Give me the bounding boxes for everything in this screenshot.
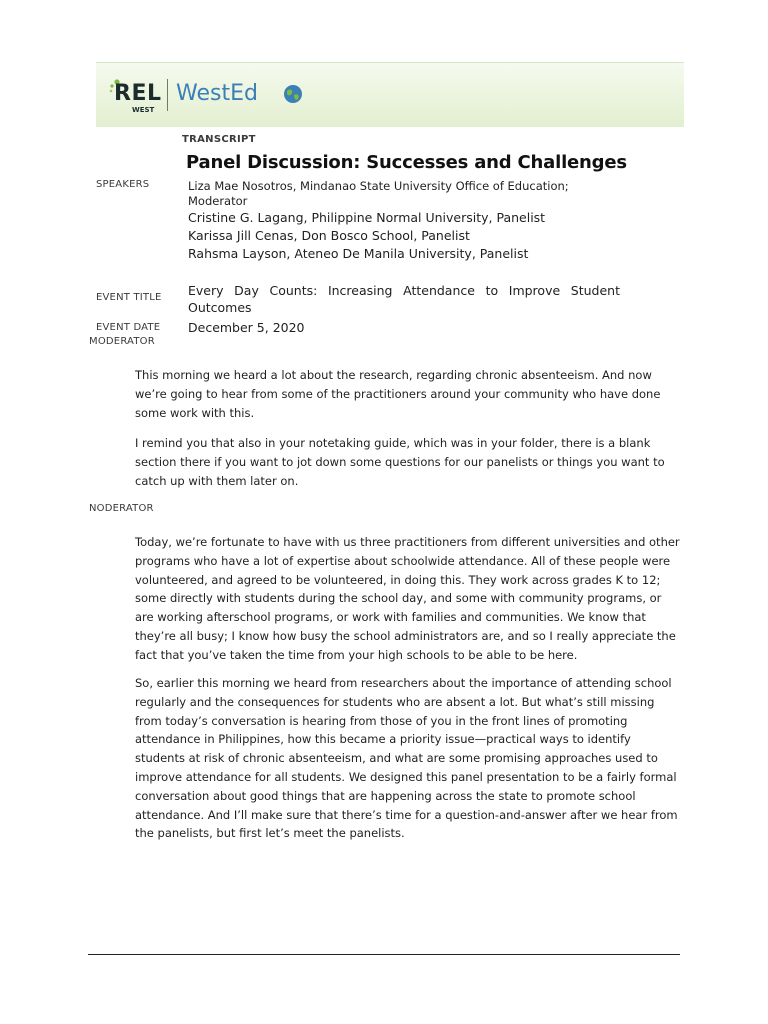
speaker-item: Rahsma Layson, Ateneo De Manila University, Panelist [188,246,529,261]
footer-divider [88,954,680,955]
transcript-paragraph: This morning we heard a lot about the research, regarding chronic absenteeism. And now we’re going to hear from some of the practitioners around your community who have done some work with this. [135,368,661,420]
moderator-label: MODERATOR [89,336,155,347]
wested-logo-text: WestEd [176,81,258,106]
event-title-label: EVENT TITLE [96,292,162,303]
transcript-paragraph: Today, we’re fortunate to have with us three practitioners from different universities and other programs who have a lot of expertise about schoolwide attendance. All of these people were volunteered, and agreed to be volunteered, in doing this. They work across grades K to 12; some directly with students during the school day, and some with community programs, or are working afterschool programs, or work with families and communities. We know that they’re all busy; I know how busy the school administrators are, and so I really appreciate the fact that you’ve taken the time from your high schools to be able to be here. [135,535,680,662]
transcript-paragraph: So, earlier this morning we heard from researchers about the importance of attending school regularly and the consequences for students who are absent a lot. But what’s still missing from today’s conversation is hearing from those of you in the front lines of promoting attendance in Philippines, how this became a priority issue—practical ways to identify students at risk of chronic absenteeism, and what are some promising approaches used to improve attendance for all students. We designed this panel presentation to be a fairly formal conversation about good things that are happening across the state to promote school attendance. And I’ll make sure that there’s time for a question-and-answer after we hear from the panelists, but first let’s meet the panelists. [135,676,678,841]
speakers-label: SPEAKERS [96,179,150,190]
header-banner [96,62,684,127]
transcript-paragraph: I remind you that also in your notetaking guide, which was in your folder, there is a blank section there if you want to jot down some questions for our panelists or things you want to catch up with them later on. [135,436,665,488]
speaker-item: Moderator [188,194,248,208]
speakers-list [188,179,588,263]
logo-divider [167,79,168,111]
page-title: Panel Discussion: Successes and Challenges [186,152,627,173]
event-date-label: EVENT DATE [96,322,161,333]
event-date-value: December 5, 2020 [188,320,305,335]
rel-west-logo [106,77,166,117]
speaker-item: Liza Mae Nosotros, Mindanao State University Office of Education; [188,179,569,193]
speaker-item: Cristine G. Lagang, Philippine Normal University, Panelist [188,210,546,225]
speaker-item: Karissa Jill Cenas, Don Bosco School, Panelist [188,228,470,243]
speaker-label: NODERATOR [89,503,154,514]
event-title-value: Every Day Counts: Increasing Attendance to Improve Student Outcomes [188,283,620,315]
rel-logo-text: REL [114,81,162,106]
rel-logo-subtext: WEST [132,106,155,114]
document-type-label: TRANSCRIPT [182,134,256,145]
globe-icon [283,84,303,104]
